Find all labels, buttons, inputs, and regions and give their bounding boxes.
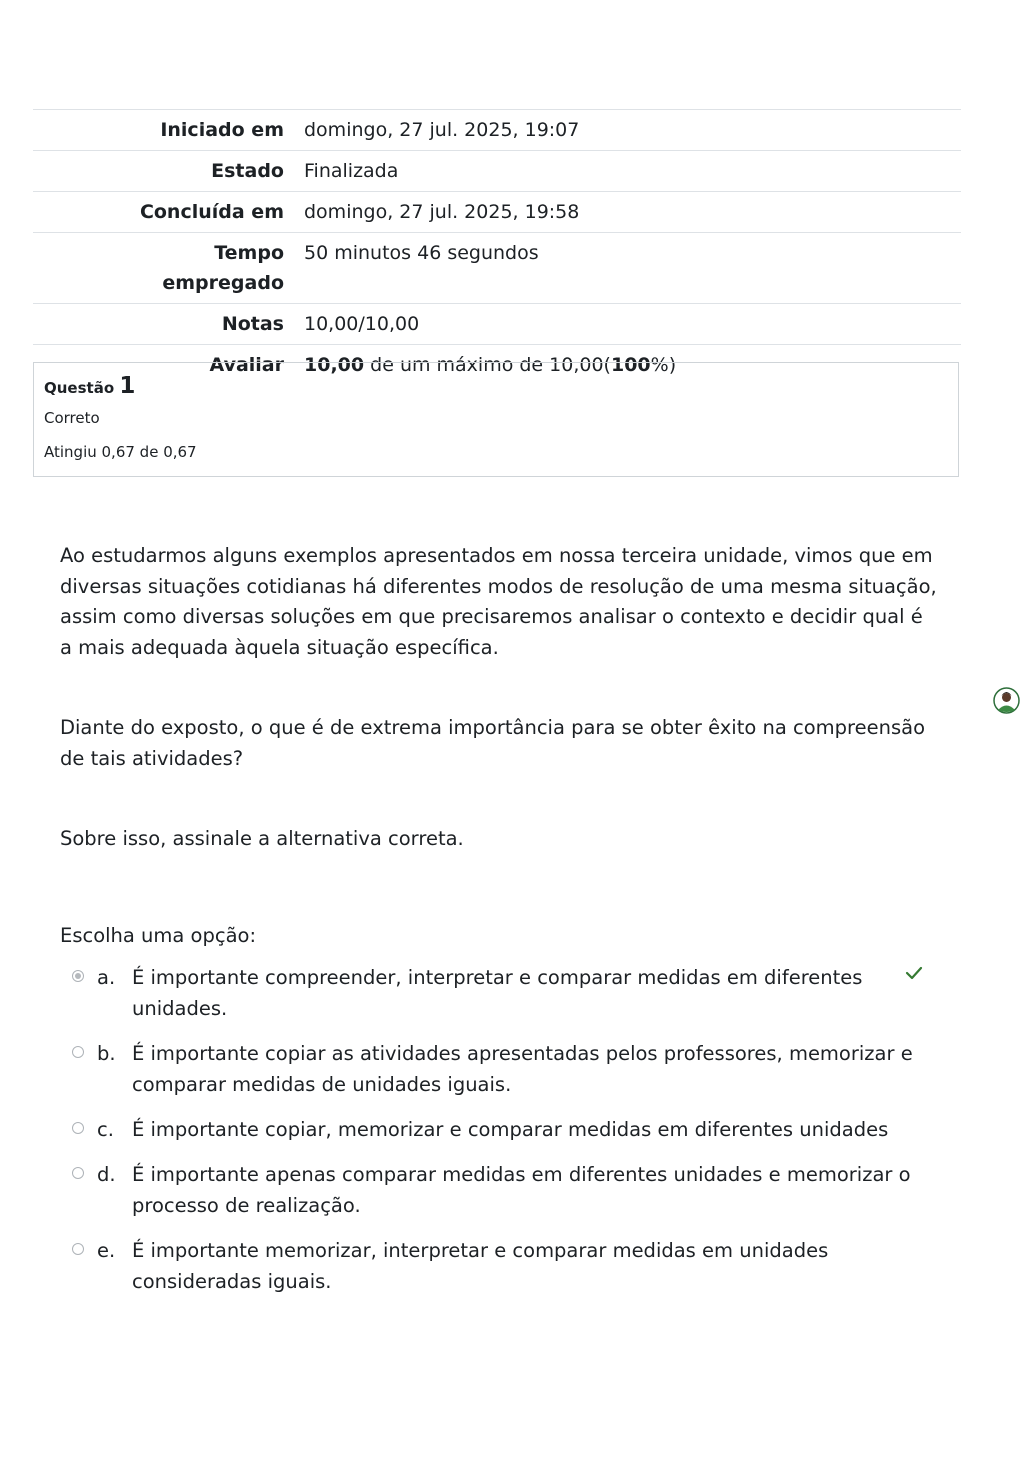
- summary-label: Tempo empregado: [162, 242, 284, 294]
- question-paragraph: Diante do exposto, o que é de extrema importância para se obter êxito na compreensão de tais atividades?: [60, 716, 926, 770]
- option-letter: a.: [97, 966, 116, 989]
- summary-label: Estado: [211, 160, 284, 182]
- summary-value: 50 minutos 46 segundos: [304, 242, 539, 264]
- summary-row-completed: [33, 192, 961, 233]
- attempt-summary-table: [33, 109, 961, 385]
- summary-label: Avaliar: [209, 354, 284, 376]
- grade-middle: de um máximo de 10,00(: [364, 354, 611, 376]
- question-paragraph: Ao estudarmos alguns exemplos apresentados em nossa terceira unidade, vimos que em diversas situações cotidianas há diferentes modos de resolução de uma mesma situação, assim como diversas soluções em que precisaremos analisar o contexto e decidir qual é a mais adequada àquela situação específica.: [60, 544, 937, 659]
- grade-end: %): [650, 354, 677, 376]
- question-state: Correto: [44, 409, 100, 427]
- check-icon: [905, 964, 923, 982]
- radio-button[interactable]: [72, 1243, 84, 1255]
- summary-row-time-taken: [33, 233, 961, 304]
- summary-value: Finalizada: [304, 160, 399, 182]
- question-info-box: [33, 362, 959, 477]
- summary-row-marks: [33, 304, 961, 345]
- answer-option-d[interactable]: [70, 1159, 940, 1221]
- question-number-value: 1: [119, 373, 136, 399]
- option-text: É importante copiar as atividades apresentadas pelos professores, memorizar e comparar medidas de unidades iguais.: [132, 1042, 913, 1096]
- summary-label: Iniciado em: [160, 119, 284, 141]
- option-letter: d.: [97, 1163, 116, 1186]
- answer-option-a[interactable]: [70, 962, 940, 1024]
- grade-score: 10,00: [304, 354, 365, 376]
- option-letter: b.: [97, 1042, 116, 1065]
- summary-value: domingo, 27 jul. 2025, 19:07: [304, 119, 580, 141]
- option-text: É importante memorizar, interpretar e comparar medidas em unidades consideradas iguais.: [132, 1239, 829, 1293]
- answer-prompt: Escolha uma opção:: [60, 924, 257, 947]
- grade-percent: 100: [610, 354, 651, 376]
- question-number: [44, 373, 948, 401]
- question-grade: Atingiu 0,67 de 0,67: [44, 443, 197, 461]
- option-text: É importante copiar, memorizar e comparar medidas em diferentes unidades: [132, 1118, 889, 1141]
- summary-row-started: [33, 110, 961, 151]
- radio-button[interactable]: [72, 1167, 84, 1179]
- summary-row-state: [33, 151, 961, 192]
- summary-label: Concluída em: [139, 201, 284, 223]
- question-label: Questão: [44, 379, 115, 397]
- option-letter: e.: [97, 1239, 116, 1262]
- answer-options: [70, 962, 940, 1311]
- answer-option-c[interactable]: [70, 1114, 940, 1145]
- radio-button[interactable]: [72, 1046, 84, 1058]
- question-paragraph: Sobre isso, assinale a alternativa correta.: [60, 827, 464, 850]
- radio-button[interactable]: [72, 970, 84, 982]
- option-text: É importante compreender, interpretar e comparar medidas em diferentes unidades.: [132, 966, 863, 1020]
- answer-option-e[interactable]: [70, 1235, 940, 1297]
- option-text: É importante apenas comparar medidas em diferentes unidades e memorizar o processo de realização.: [132, 1163, 911, 1217]
- summary-value: domingo, 27 jul. 2025, 19:58: [304, 201, 580, 223]
- answer-option-b[interactable]: [70, 1038, 940, 1100]
- option-letter: c.: [97, 1118, 114, 1141]
- avatar-icon[interactable]: [993, 687, 1020, 714]
- radio-button[interactable]: [72, 1122, 84, 1134]
- summary-label: Notas: [221, 313, 284, 335]
- summary-value: 10,00/10,00: [304, 313, 420, 335]
- question-text: [60, 541, 940, 855]
